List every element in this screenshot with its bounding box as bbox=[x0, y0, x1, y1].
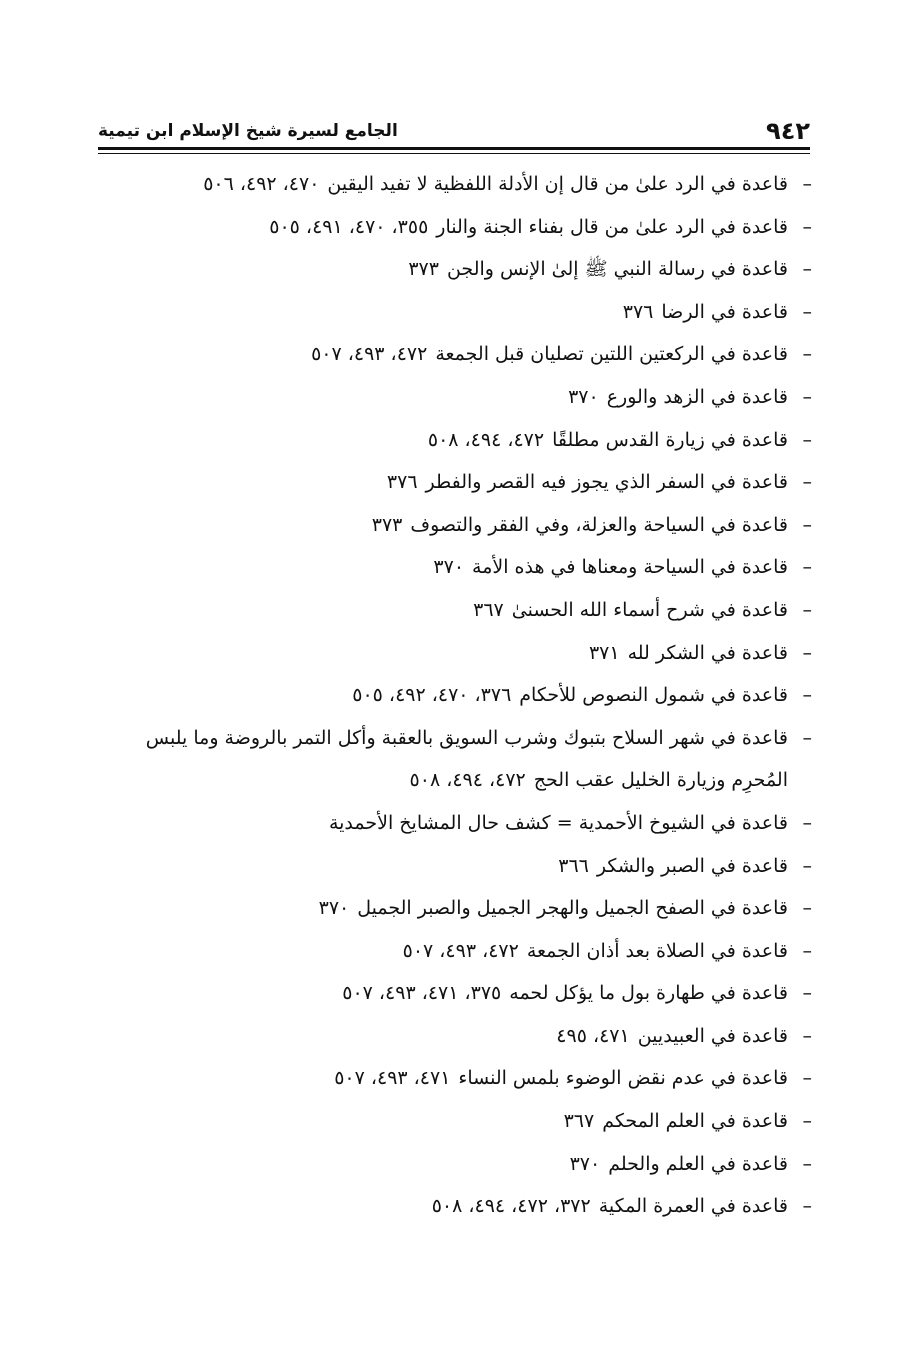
entry-page-refs: ٣٧٦ bbox=[622, 300, 654, 323]
index-entry bbox=[98, 206, 812, 249]
entry-page-refs: ٣٧٠ bbox=[433, 556, 465, 579]
entry-title: قاعدة في رسالة النبي ﷺ إلىٰ الإنس والجن bbox=[446, 258, 788, 281]
page-number: ٩٤٢ bbox=[766, 117, 810, 145]
entry-page-refs: ٣٧٦ bbox=[386, 471, 418, 494]
entry-title: قاعدة في الرضا bbox=[661, 300, 788, 323]
index-entry bbox=[98, 333, 812, 376]
dash-bullet: – bbox=[802, 428, 812, 451]
entry-title: قاعدة في السياحة ومعناها في هذه الأمة bbox=[472, 556, 788, 579]
dash-bullet: – bbox=[802, 598, 812, 621]
index-entry bbox=[98, 845, 812, 888]
dash-bullet: – bbox=[802, 215, 812, 238]
index-entry bbox=[98, 504, 812, 547]
index-entry bbox=[98, 1143, 812, 1186]
dash-bullet: – bbox=[802, 726, 812, 749]
entry-title: قاعدة في السياحة والعزلة، وفي الفقر والتصوف bbox=[410, 513, 788, 536]
entry-page-refs: ٣٧٢، ٤٧٢، ٤٩٤، ٥٠٨ bbox=[431, 1195, 591, 1218]
entry-page-refs: ٤٧٢، ٤٩٤، ٥٠٨ bbox=[409, 769, 526, 792]
index-entry bbox=[98, 291, 812, 334]
entry-page-refs: ٤٧٢، ٤٩٤، ٥٠٨ bbox=[427, 428, 545, 451]
entry-title: قاعدة في الرد علىٰ من قال إن الأدلة اللفظية لا تفيد اليقين bbox=[327, 173, 788, 195]
dash-bullet: – bbox=[802, 471, 812, 494]
index-entry bbox=[98, 1100, 812, 1143]
entry-page-refs: ٤٧١، ٤٩٥ bbox=[556, 1024, 630, 1047]
dash-bullet: – bbox=[802, 300, 812, 323]
dash-bullet: – bbox=[802, 1067, 812, 1090]
entry-title: قاعدة في العلم المحكم bbox=[602, 1110, 788, 1133]
entry-title: قاعدة في عدم نقض الوضوء بلمس النساء bbox=[458, 1067, 788, 1090]
dash-bullet: – bbox=[802, 1110, 812, 1133]
dash-bullet: – bbox=[802, 513, 812, 536]
dash-bullet: – bbox=[802, 343, 812, 366]
running-title: الجامع لسيرة شيخ الإسلام ابن تيمية bbox=[98, 121, 398, 141]
entry-page-refs: ٣٦٧ bbox=[473, 598, 504, 621]
index-entry bbox=[98, 1185, 812, 1228]
index-entry bbox=[98, 163, 812, 206]
entry-title: قاعدة في العلم والحلم bbox=[608, 1152, 788, 1175]
index-entry bbox=[98, 589, 812, 632]
entry-title: قاعدة في السفر الذي يجوز فيه القصر والفطر bbox=[425, 471, 788, 494]
entry-page-refs: ٣٧٣ bbox=[371, 513, 403, 536]
index-entry bbox=[98, 972, 812, 1015]
entry-page-refs: ٣٥٥، ٤٧٠، ٤٩١، ٥٠٥ bbox=[269, 215, 429, 238]
dash-bullet: – bbox=[802, 939, 812, 962]
dash-bullet: – bbox=[802, 1152, 812, 1175]
dash-bullet: – bbox=[802, 641, 812, 664]
index-entry bbox=[98, 717, 812, 802]
entry-title: قاعدة في شهر السلاح بتبوك وشرب السويق بالعقبة وأكل التمر بالروضة وما يلبس المُحرِم وزيارة الخليل عقب الحج bbox=[145, 726, 788, 792]
entry-page-refs: ٣٧٠ bbox=[569, 1152, 601, 1175]
entry-page-refs: ٤٧٠، ٤٩٢، ٥٠٦ bbox=[203, 173, 320, 195]
index-entry bbox=[98, 802, 812, 845]
page-header bbox=[98, 112, 810, 146]
dash-bullet: – bbox=[802, 173, 812, 195]
index-entry bbox=[98, 461, 812, 504]
entry-title: قاعدة في العبيديين bbox=[637, 1024, 788, 1047]
entry-page-refs: ٣٧٠ bbox=[318, 897, 350, 920]
entry-page-refs: ٣٧٣ bbox=[408, 258, 439, 281]
dash-bullet: – bbox=[802, 556, 812, 579]
entry-title: قاعدة في الرد علىٰ من قال بفناء الجنة والنار bbox=[436, 215, 788, 238]
entry-title: قاعدة في طهارة بول ما يؤكل لحمه bbox=[509, 982, 788, 1005]
index-entry bbox=[98, 248, 812, 291]
dash-bullet: – bbox=[802, 811, 812, 834]
dash-bullet: – bbox=[802, 897, 812, 920]
entry-page-refs: ٣٦٦ bbox=[558, 854, 589, 877]
entry-title: قاعدة في شمول النصوص للأحكام bbox=[519, 684, 788, 707]
index-entry bbox=[98, 546, 812, 589]
index-entry bbox=[98, 376, 812, 419]
entry-title: قاعدة في الشيوخ الأحمدية = كشف حال المشايخ الأحمدية bbox=[328, 811, 788, 834]
entry-title: قاعدة في الزهد والورع bbox=[606, 385, 788, 408]
index-entry bbox=[98, 632, 812, 675]
entry-page-refs: ٤٧٢، ٤٩٣، ٥٠٧ bbox=[311, 343, 428, 366]
entry-title: قاعدة في الصفح الجميل والهجر الجميل والصبر الجميل bbox=[357, 897, 788, 920]
index-entries-list bbox=[98, 163, 812, 1228]
index-entry bbox=[98, 887, 812, 930]
index-entry bbox=[98, 674, 812, 717]
entry-title: قاعدة في العمرة المكية bbox=[598, 1195, 788, 1218]
entry-title: قاعدة في زيارة القدس مطلقًا bbox=[552, 428, 788, 451]
header-rule-thick bbox=[98, 147, 810, 150]
dash-bullet: – bbox=[802, 258, 812, 281]
dash-bullet: – bbox=[802, 684, 812, 707]
entry-page-refs: ٣٧٥، ٤٧١، ٤٩٣، ٥٠٧ bbox=[342, 982, 502, 1005]
index-entry bbox=[98, 930, 812, 973]
index-entry bbox=[98, 1015, 812, 1058]
entry-title: قاعدة في شرح أسماء الله الحسنىٰ bbox=[511, 598, 788, 621]
dash-bullet: – bbox=[802, 1195, 812, 1218]
entry-page-refs: ٤٧٢، ٤٩٣، ٥٠٧ bbox=[402, 939, 519, 962]
entry-title: قاعدة في الشكر لله bbox=[627, 641, 788, 664]
entry-page-refs: ٣٦٧ bbox=[563, 1110, 595, 1133]
dash-bullet: – bbox=[802, 854, 812, 877]
entry-title: قاعدة في الركعتين اللتين تصليان قبل الجمعة bbox=[435, 343, 788, 366]
index-entry bbox=[98, 1057, 812, 1100]
dash-bullet: – bbox=[802, 1024, 812, 1047]
entry-page-refs: ٣٧١ bbox=[588, 641, 620, 664]
dash-bullet: – bbox=[802, 982, 812, 1005]
entry-title: قاعدة في الصلاة بعد أذان الجمعة bbox=[526, 939, 788, 962]
header-rule-thin bbox=[98, 153, 810, 154]
index-entry bbox=[98, 419, 812, 462]
entry-title: قاعدة في الصبر والشكر bbox=[596, 854, 788, 877]
entry-page-refs: ٤٧١، ٤٩٣، ٥٠٧ bbox=[334, 1067, 451, 1090]
entry-page-refs: ٣٧٠ bbox=[568, 385, 599, 408]
dash-bullet: – bbox=[802, 385, 812, 408]
entry-page-refs: ٣٧٦، ٤٧٠، ٤٩٢، ٥٠٥ bbox=[352, 684, 512, 707]
